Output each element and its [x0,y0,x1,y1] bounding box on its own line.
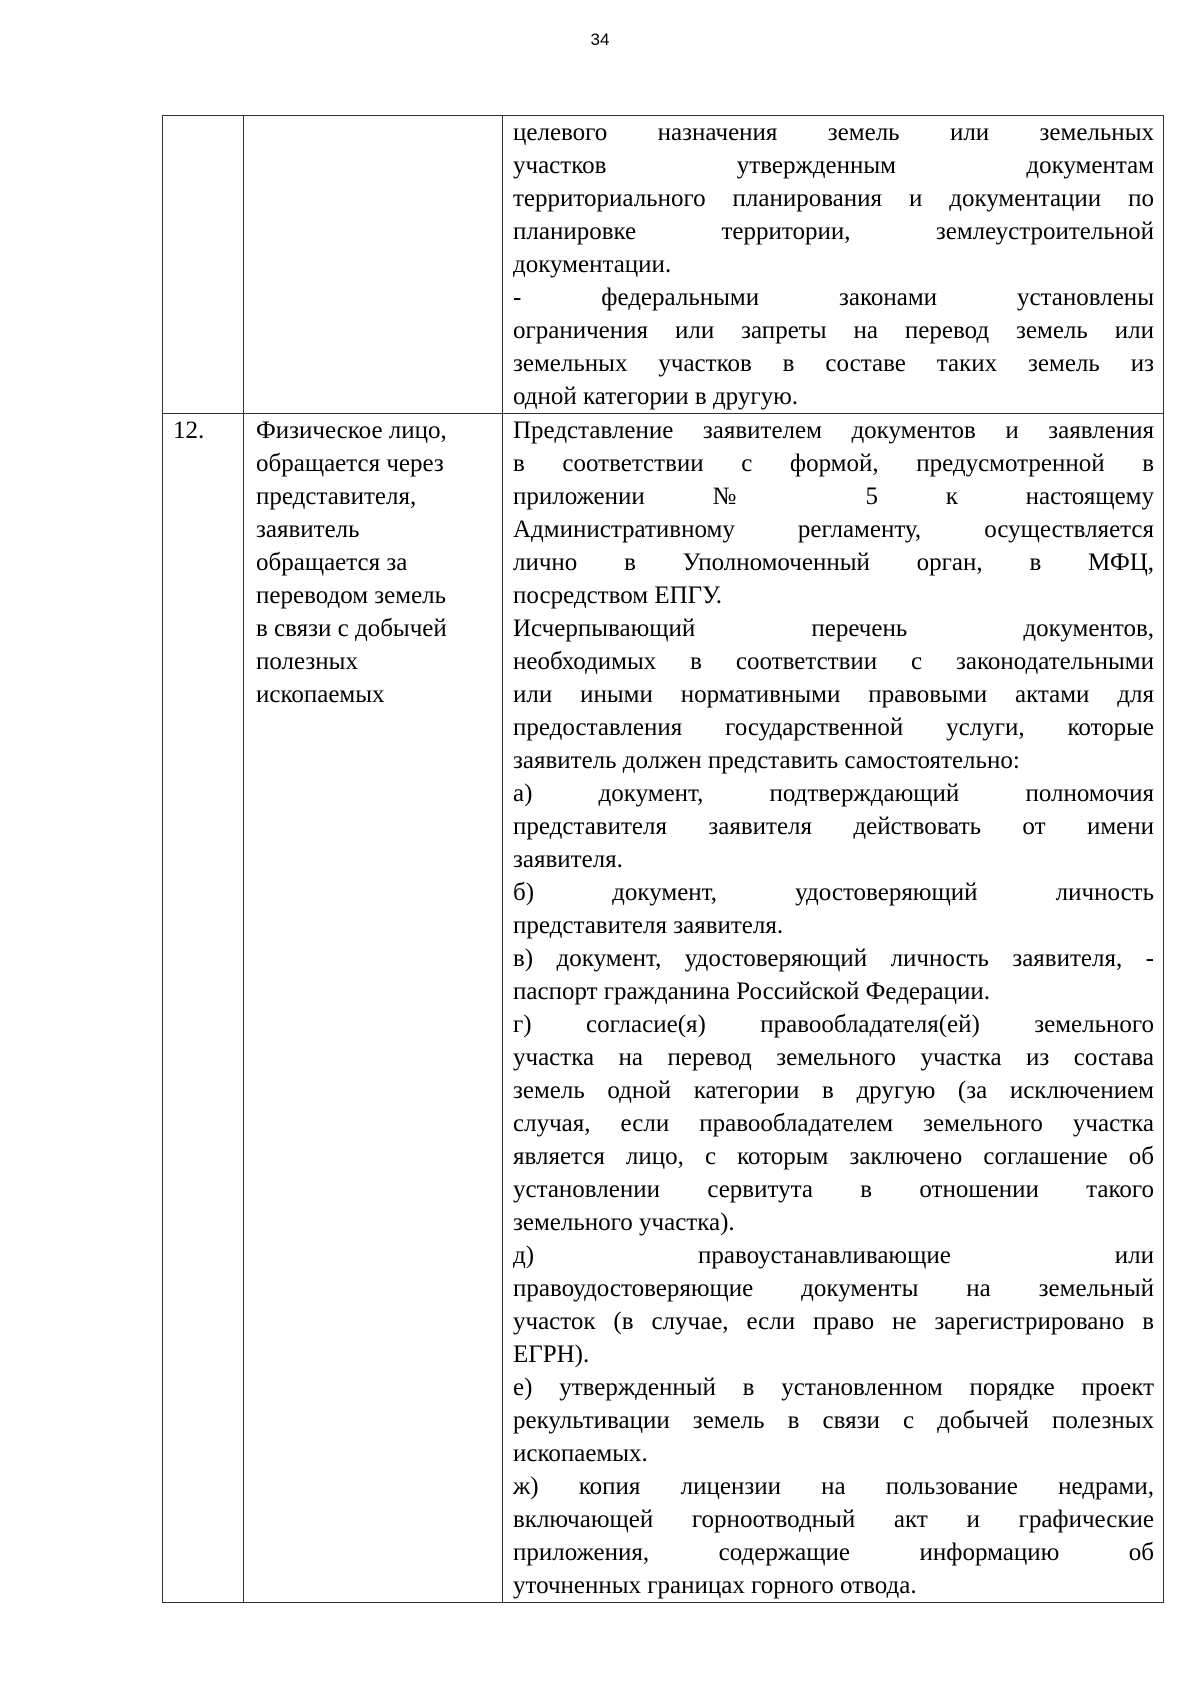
text-line: или иными нормативными правовыми актами для [513,681,1154,708]
text-line: е) утвержденный в установленном порядке проект [513,1374,1154,1401]
applicant-category-line: Физическое лицо, [256,417,447,444]
table-body [163,116,1164,1603]
page-number: 34 [590,30,610,49]
requirement-paragraph [513,414,1154,612]
text-line: включающей горноотводный акт и графические [513,1506,1154,1533]
text-line: участков утвержденным документам [513,152,1154,179]
table-row [163,116,1164,414]
text-line: представителя заявителя действовать от имени [513,813,1154,840]
text-line: предоставления государственной услуги, которые [513,714,1154,741]
text-line: ограничения или запреты на перевод земель или [513,317,1154,344]
text-line: посредством ЕПГУ. [513,582,722,609]
requirement-paragraph [513,777,1154,876]
requirements-text-cell [503,116,1164,414]
text-line: а) документ, подтверждающий полномочия [513,780,1154,807]
requirement-paragraph [513,1239,1154,1371]
text-line: является лицо, с которым заключено соглашение об [513,1143,1154,1170]
text-line: приложения, содержащие информацию об [513,1539,1154,1566]
applicant-category-line: полезных [256,648,358,675]
text-line: ЕГРН). [513,1341,590,1368]
applicant-category-line: переводом земель [256,582,447,609]
row-number-cell [163,414,244,1603]
table-row [163,414,1164,1603]
text-line: документации. [513,251,672,278]
text-line: Представление заявителем документов и заявления [513,417,1154,444]
applicant-category-line: в связи с добычей [256,615,447,642]
text-line: паспорт гражданина Российской Федерации. [513,978,990,1005]
text-line: представителя заявителя. [513,912,784,939]
text-line: лично в Уполномоченный орган, в МФЦ, [513,549,1154,576]
text-line: заявителя. [513,846,623,873]
text-line: необходимых в соответствии с законодательными [513,648,1154,675]
text-line: ж) копия лицензии на пользование недрами, [513,1473,1154,1500]
applicant-category-cell [244,116,503,414]
text-line: в) документ, удостоверяющий личность заявителя, - [513,945,1154,972]
requirement-paragraph [513,942,1154,1008]
text-line: случая, если правообладателем земельного участка [513,1110,1154,1137]
applicant-category-line: обращается через [256,450,444,477]
applicant-category-cell [244,414,503,1603]
text-line: одной категории в другую. [513,383,799,410]
text-line: территориального планирования и документации по [513,185,1154,212]
text-line: земельного участка). [513,1209,735,1236]
requirement-paragraph [513,612,1154,777]
text-line: земельных участков в составе таких земель из [513,350,1154,377]
text-line: уточненных границах горного отвода. [513,1572,917,1599]
text-line: установлении сервитута в отношении такого [513,1176,1154,1203]
requirement-paragraph [513,1371,1154,1470]
requirements-table [162,115,1164,1603]
requirement-paragraph [513,116,1154,281]
row-number: 12. [173,417,205,444]
requirement-paragraph [513,1470,1154,1602]
text-line: б) документ, удостоверяющий личность [513,879,1154,906]
text-line: земель одной категории в другую (за исключением [513,1077,1154,1104]
text-line: в соответствии с формой, предусмотренной в [513,450,1154,477]
text-line: участка на перевод земельного участка из состава [513,1044,1154,1071]
text-line: г) согласие(я) правообладателя(ей) земельного [513,1011,1154,1038]
text-line: приложении № 5 к настоящему [513,483,1154,510]
text-line: заявитель должен представить самостоятельно: [513,747,1020,774]
requirement-paragraph [513,281,1154,413]
applicant-category-line: обращается за [256,549,408,576]
applicant-category-line: представителя, [256,483,417,510]
text-line: Исчерпывающий перечень документов, [513,615,1154,642]
text-line: участок (в случае, если право не зарегистрировано в [513,1308,1154,1335]
text-line: планировке территории, землеустроительной [513,218,1154,245]
applicant-category-line: ископаемых [256,681,385,708]
requirement-paragraph [513,1008,1154,1239]
text-line: Административному регламенту, осуществляется [513,516,1154,543]
requirement-paragraph [513,876,1154,942]
text-line: д) правоустанавливающие или [513,1242,1154,1269]
text-line: рекультивации земель в связи с добычей полезных [513,1407,1154,1434]
text-line: ископаемых. [513,1440,648,1467]
requirements-text-cell [503,414,1164,1603]
text-line: - федеральными законами установлены [513,284,1154,311]
applicant-category-line: заявитель [256,516,360,543]
text-line: целевого назначения земель или земельных [513,119,1154,146]
text-line: правоудостоверяющие документы на земельный [513,1275,1154,1302]
row-number-cell [163,116,244,414]
